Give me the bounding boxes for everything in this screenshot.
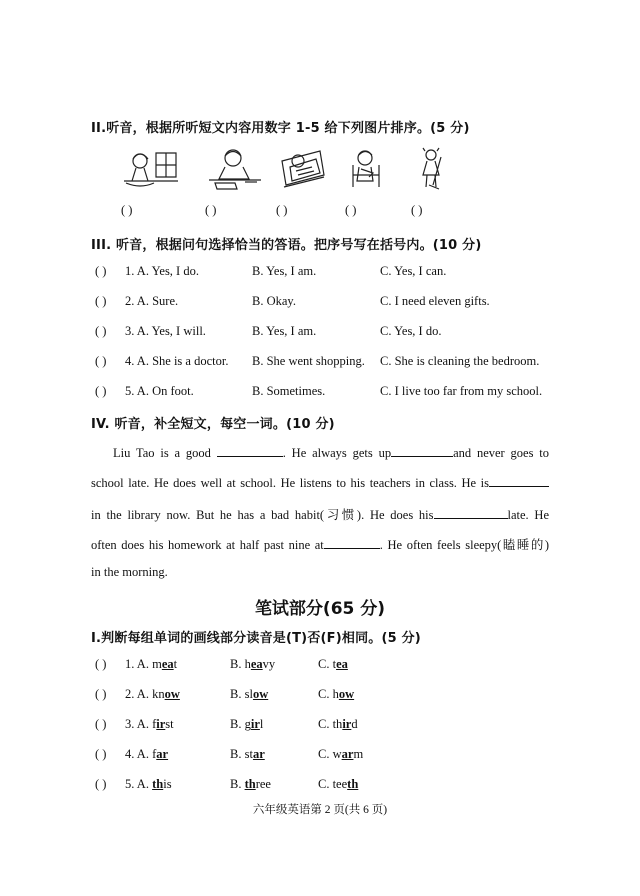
word-option-c: C. tea [318, 657, 348, 671]
picture-answer-paren[interactable]: ( ) [276, 203, 288, 217]
word-option-b: B. heavy [230, 657, 276, 671]
option-b: B. Yes, I am. [252, 264, 317, 278]
girl-at-window-icon [120, 147, 182, 196]
word-option-c: C. how [318, 687, 355, 701]
fill-blank[interactable] [434, 507, 508, 519]
option-a: 2. A. Sure. [125, 294, 179, 308]
answer-paren[interactable]: ( ) [95, 717, 107, 731]
passage-line: in the morning. [91, 565, 168, 579]
written-section-1-heading: I.判断每组单词的画线部分读音是(T)否(F)相同。(5 分) [91, 631, 421, 646]
option-c: C. Yes, I do. [380, 324, 442, 338]
picture-answer-paren[interactable]: ( ) [411, 203, 423, 217]
fill-blank[interactable] [489, 475, 549, 487]
section-3-heading: III. 听音，根据问句选择恰当的答语。把序号写在括号内。(10 分) [91, 238, 482, 253]
option-a: 5. A. On foot. [125, 384, 194, 398]
word-option-c: C. third [318, 717, 358, 731]
word-option-a: 4. A. far [125, 747, 169, 761]
fill-blank[interactable] [217, 445, 283, 457]
answer-paren[interactable]: ( ) [95, 687, 107, 701]
option-c: C. She is cleaning the bedroom. [380, 354, 540, 368]
section-4-heading: IV. 听音，补全短文，每空一词。(10 分) [91, 417, 335, 432]
passage-line: often does his homework at half past nine at . He often feels sleepy(瞌睡的) [91, 538, 549, 552]
picture-answer-paren[interactable]: ( ) [121, 203, 133, 217]
answer-paren[interactable]: ( ) [95, 777, 107, 791]
answer-paren[interactable]: ( ) [95, 657, 107, 671]
section-2-heading: II.听音，根据所听短文内容用数字 1-5 给下列图片排序。(5 分) [91, 121, 470, 136]
boy-sleeping-in-bed-icon [276, 147, 328, 196]
fill-blank[interactable] [324, 537, 380, 549]
word-option-a: 3. A. first [125, 717, 174, 731]
boy-reading-in-chair-icon [345, 147, 389, 196]
written-section-title: 笔试部分(65 分) [254, 599, 386, 619]
answer-paren[interactable]: ( ) [95, 354, 107, 368]
word-option-b: B. star [230, 747, 265, 761]
answer-paren[interactable]: ( ) [95, 294, 107, 308]
fill-blank[interactable] [391, 445, 453, 457]
picture-answer-paren[interactable]: ( ) [345, 203, 357, 217]
word-option-a: 2. A. know [125, 687, 180, 701]
word-option-a: 1. A. meat [125, 657, 178, 671]
girl-sweeping-floor-icon [415, 147, 449, 196]
word-option-a: 5. A. this [125, 777, 172, 791]
boy-writing-homework-icon [205, 147, 265, 196]
answer-paren[interactable]: ( ) [95, 264, 107, 278]
option-a: 4. A. She is a doctor. [125, 354, 229, 368]
passage-line: in the library now. But he has a bad habit(习惯). He does his late. He [91, 508, 549, 522]
word-option-c: C. teeth [318, 777, 359, 791]
option-a: 3. A. Yes, I will. [125, 324, 206, 338]
option-c: C. Yes, I can. [380, 264, 447, 278]
word-option-c: C. warm [318, 747, 364, 761]
page-footer: 六年级英语第 2 页(共 6 页) [252, 804, 388, 816]
option-b: B. Sometimes. [252, 384, 326, 398]
word-option-b: B. slow [230, 687, 269, 701]
word-option-b: B. three [230, 777, 271, 791]
option-c: C. I live too far from my school. [380, 384, 543, 398]
option-c: C. I need eleven gifts. [380, 294, 490, 308]
answer-paren[interactable]: ( ) [95, 384, 107, 398]
passage-line: school late. He does well at school. He listens to his teachers in class. He is [91, 475, 549, 491]
option-b: B. Okay. [252, 294, 296, 308]
answer-paren[interactable]: ( ) [95, 747, 107, 761]
answer-paren[interactable]: ( ) [95, 324, 107, 338]
picture-answer-paren[interactable]: ( ) [205, 203, 217, 217]
word-option-b: B. girl [230, 717, 264, 731]
option-a: 1. A. Yes, I do. [125, 264, 199, 278]
option-b: B. Yes, I am. [252, 324, 317, 338]
passage-line: Liu Tao is a good . He always gets up and never goes to [113, 446, 549, 460]
option-b: B. She went shopping. [252, 354, 365, 368]
